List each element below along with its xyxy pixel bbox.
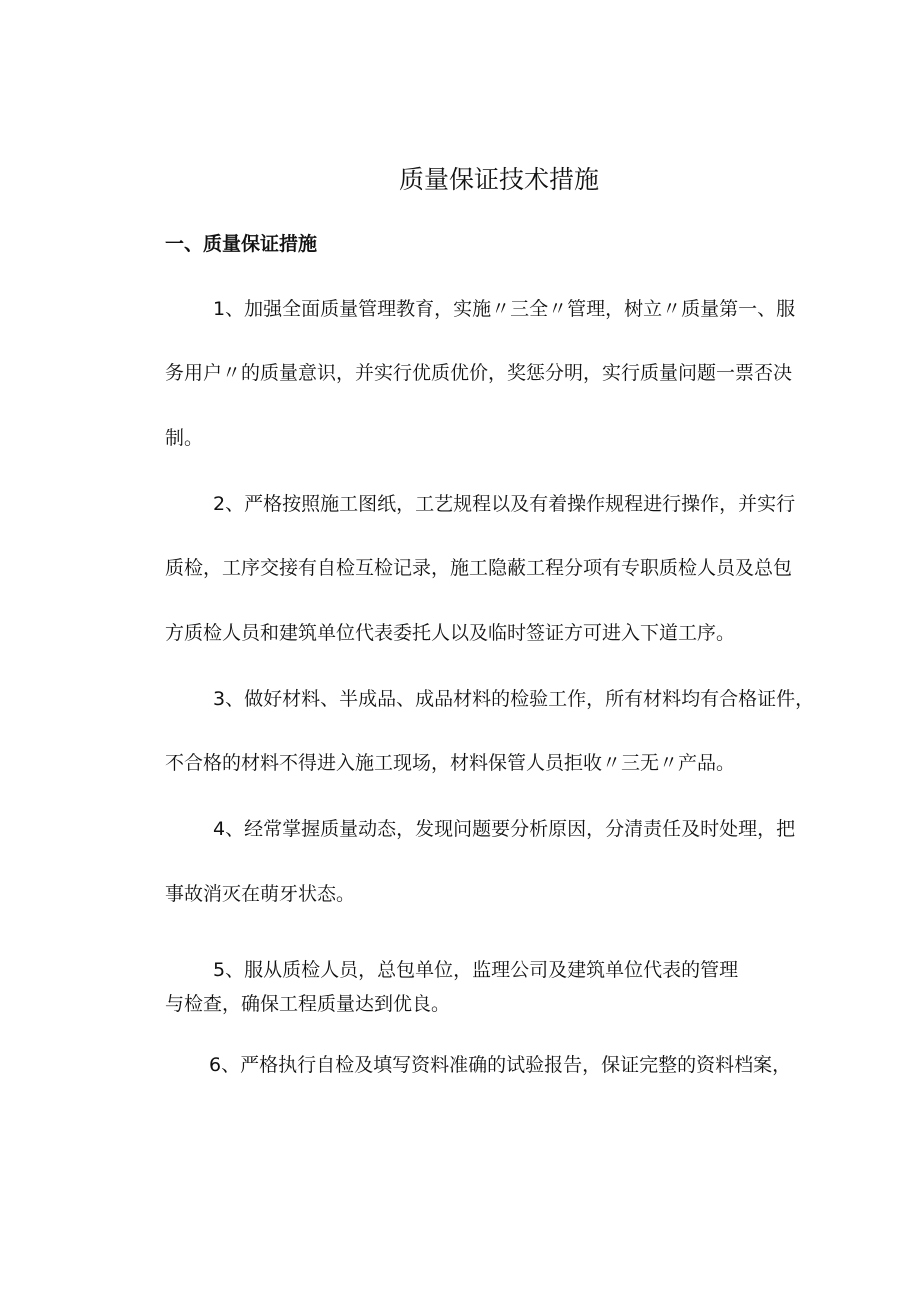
paragraph-line: 不合格的材料不得进入施工现场，材料保管人员拒收〃三无〃产品。 — [165, 752, 736, 774]
document-title: 质量保证技术措施 — [398, 165, 599, 194]
paragraph-line: 方质检人员和建筑单位代表委托人以及临时签证方可进入下道工序。 — [165, 622, 736, 644]
paragraph-line: 3、做好材料、半成品、成品材料的检验工作，所有材料均有合格证件， — [213, 688, 815, 710]
paragraph-line: 4、经常掌握质量动态，发现问题要分析原因，分清责任及时处理，把 — [213, 818, 796, 840]
paragraph-line: 务用户〃的质量意识，并实行优质优价，奖惩分明，实行质量问题一票否决 — [165, 362, 793, 384]
paragraph-line: 5、服从质检人员，总包单位，监理公司及建筑单位代表的管理 — [213, 959, 739, 981]
paragraph-line: 1、加强全面质量管理教育，实施〃三全〃管理，树立〃质量第一、服 — [213, 298, 796, 320]
paragraph-line: 与检查，确保工程质量达到优良。 — [165, 993, 451, 1015]
paragraph-line: 制。 — [165, 427, 204, 449]
paragraph-line: 事故消灭在萌牙状态。 — [165, 883, 356, 905]
paragraph-line: 质检，工序交接有自检互检记录，施工隐蔽工程分项有专职质检人员及总包 — [165, 557, 793, 579]
paragraph-line: 2、严格按照施工图纸，工艺规程以及有着操作规程进行操作，并实行 — [213, 493, 796, 515]
section-heading: 一、质量保证措施 — [165, 233, 318, 255]
paragraph-line: 6、严格执行自检及填写资料准确的试验报告，保证完整的资料档案， — [209, 1054, 792, 1076]
